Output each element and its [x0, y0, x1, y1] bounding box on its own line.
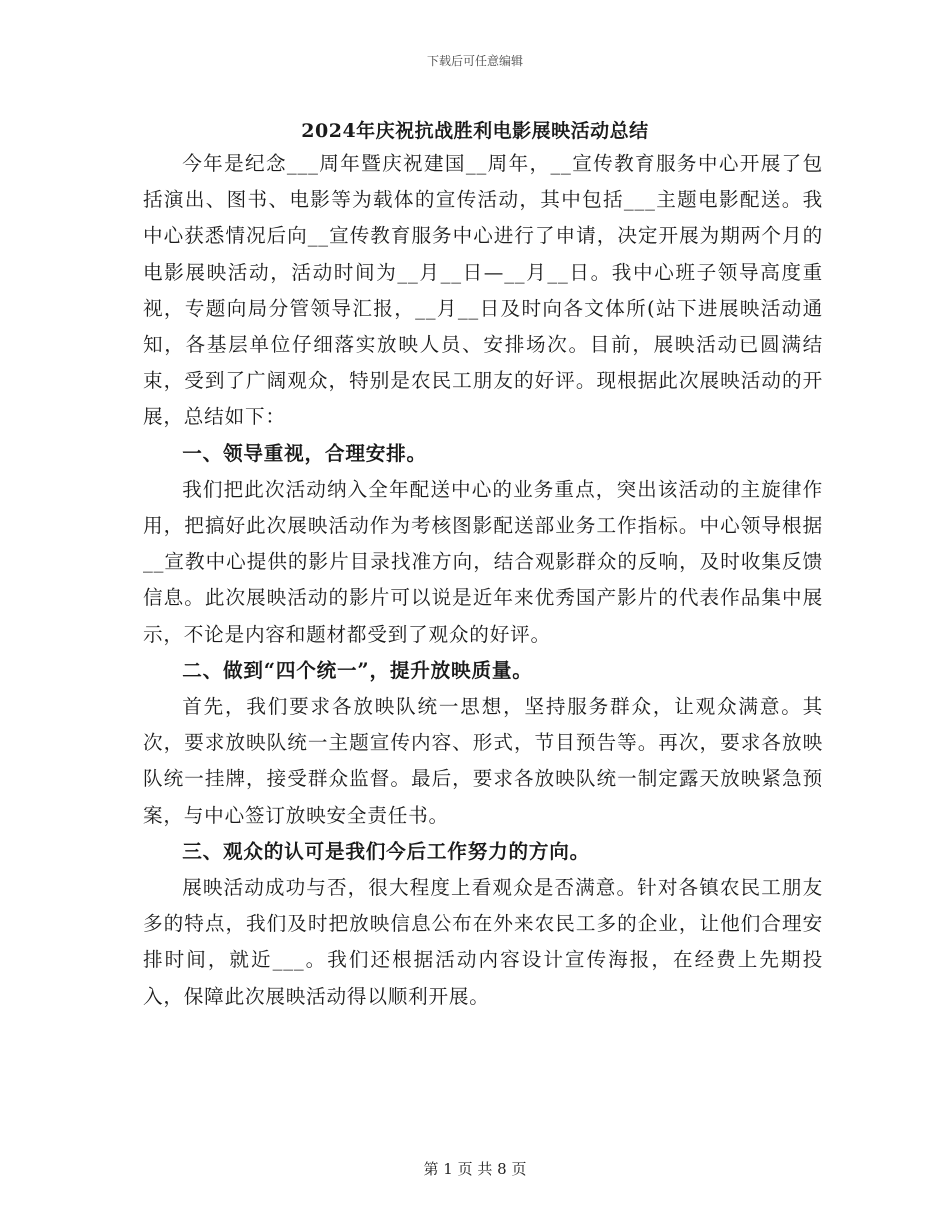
section-heading-2: 二、做到“四个统一”，提升放映质量。 — [182, 658, 533, 682]
section-3-paragraph: 展映活动成功与否，很大程度上看观众是否满意。针对各镇农民工朋友多的特点，我们及时把放映信息公布在外来农民工多的企业，让他们合理安排时间，就近___。我们还根据活动内容设计宣传海报，在经费上先期投入，保障此次展映活动得以顺利开展。 — [143, 876, 823, 1008]
page-number: 第 1 页 共 8 页 — [423, 1160, 527, 1178]
section-heading-1: 一、领导重视，合理安排。 — [182, 441, 427, 465]
section-2-paragraph: 首先，我们要求各放映队统一思想，坚持服务群众，让观众满意。其次，要求放映队统一主题宣传内容、形式，节目预告等。再次，要求各放映队统一挂牌，接受群众监督。最后，要求各放映队统一制定露天放映紧急预案，与中心签订放映安全责任书。 — [143, 695, 823, 827]
document-body — [143, 146, 823, 1015]
intro-paragraph: 今年是纪念___周年暨庆祝建国__周年，__宣传教育服务中心开展了包括演出、图书、电影等为载体的宣传活动，其中包括___主题电影配送。我中心获悉情况后向__宣传教育服务中心进行了申请，决定开展为期两个月的电影展映活动，活动时间为__月__日—__月__日。我中心班子领导高度重视，专题向局分管领导汇报，__月__日及时向各文体所(站下进展映活动通知，各基层单位仔细落实放映人员、安排场次。目前，展映活动已圆满结束，受到了广阔观众，特别是农民工朋友的好评。现根据此次展映活动的开展，总结如下： — [143, 152, 823, 429]
section-heading-3: 三、观众的认可是我们今后工作努力的方向。 — [182, 839, 591, 863]
section-1-paragraph: 我们把此次活动纳入全年配送中心的业务重点，突出该活动的主旋律作用，把搞好此次展映活动作为考核图影配送部业务工作指标。中心领导根据__宣教中心提供的影片目录找准方向，结合观影群众的反响，及时收集反馈信息。此次展映活动的影片可以说是近年来优秀国产影片的代表作品集中展示，不论是内容和题材都受到了观众的好评。 — [143, 477, 823, 646]
page-header-note: 下载后可任意编辑 — [426, 54, 523, 68]
document-title: 2024年庆祝抗战胜利电影展映活动总结 — [301, 120, 649, 142]
